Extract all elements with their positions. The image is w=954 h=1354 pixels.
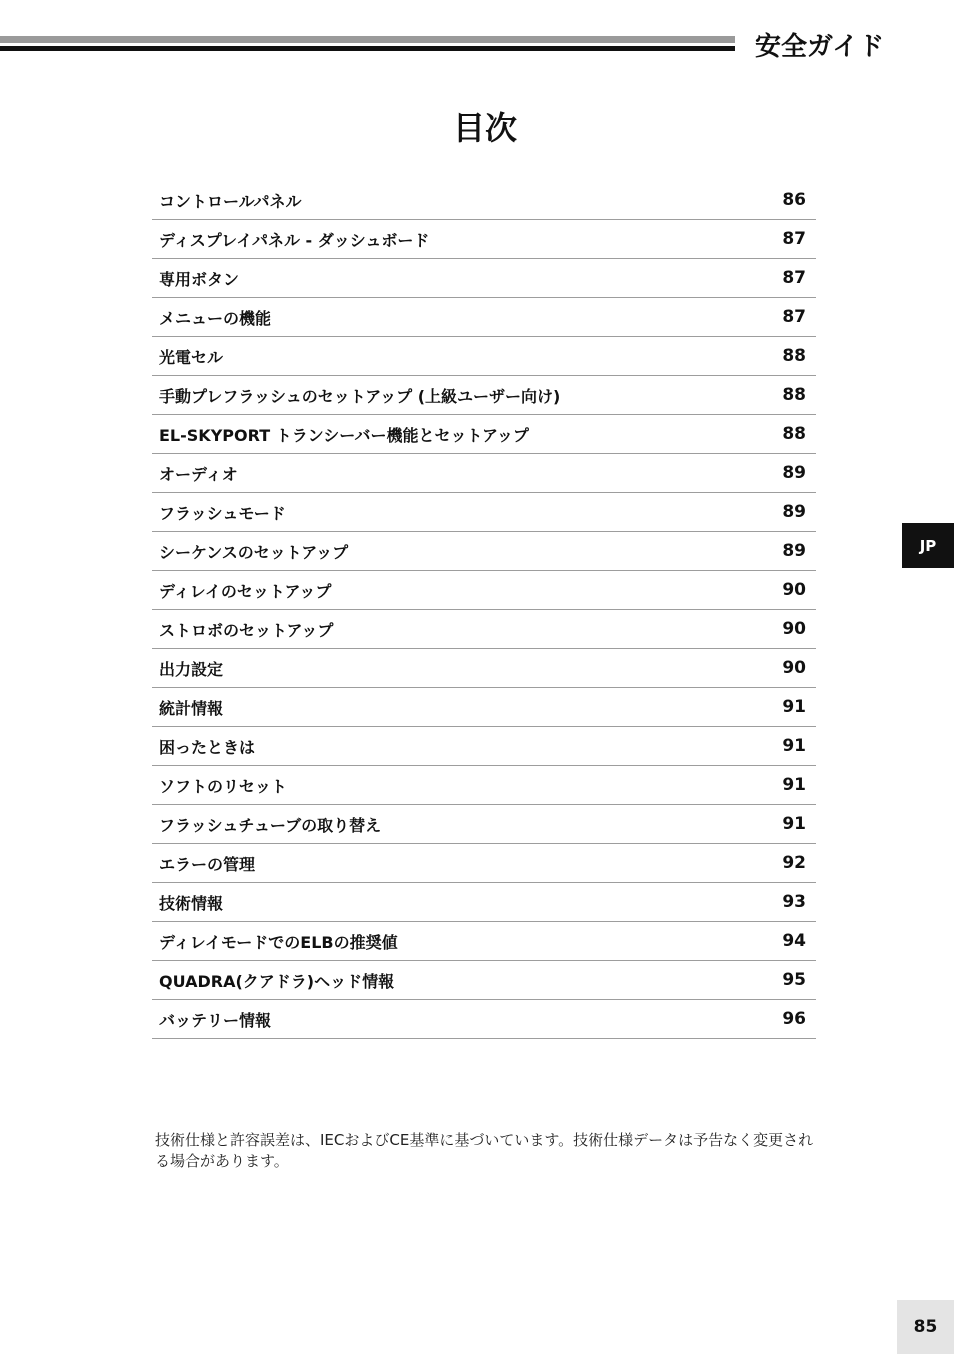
toc-entry-label: シーケンスのセットアップ [159, 542, 349, 562]
toc-entry[interactable] [152, 766, 816, 805]
toc-entry[interactable] [152, 688, 816, 727]
toc-entry-label: フラッシュモード [159, 503, 286, 523]
toc-entry-label: バッテリー情報 [159, 1010, 272, 1030]
toc-entry[interactable] [152, 610, 816, 649]
toc-entry-page: 90 [782, 658, 806, 678]
toc-entry-page: 90 [782, 580, 806, 600]
toc-entry-page: 88 [782, 346, 806, 366]
toc-entry-label: コントロールパネル [159, 191, 302, 211]
toc-entry[interactable] [152, 1000, 816, 1039]
toc-entry-page: 86 [782, 190, 806, 210]
toc-entry[interactable] [152, 844, 816, 883]
toc-entry-page: 91 [782, 775, 806, 795]
toc-entry-label: ソフトのリセット [159, 776, 287, 796]
toc-entry[interactable] [152, 493, 816, 532]
toc-entry[interactable] [152, 298, 816, 337]
toc-entry-page: 94 [782, 931, 806, 951]
toc-entry-label: 出力設定 [159, 659, 224, 679]
toc-entry[interactable] [152, 805, 816, 844]
toc-entry-label: EL-SKYPORT トランシーバー機能とセットアップ [159, 425, 529, 445]
toc-entry-page: 93 [782, 892, 806, 912]
toc-entry[interactable] [152, 220, 816, 259]
toc-entry-label: 技術情報 [159, 893, 224, 913]
toc-entry-label: ストロボのセットアップ [159, 620, 334, 640]
toc-entry-page: 90 [782, 619, 806, 639]
toc-entry-page: 91 [782, 697, 806, 717]
toc-entry-label: ディレイのセットアップ [159, 581, 332, 601]
toc-entry[interactable] [152, 454, 816, 493]
toc-entry-page: 91 [782, 736, 806, 756]
toc-entry[interactable] [152, 649, 816, 688]
toc-entry-page: 87 [782, 229, 806, 249]
toc-entry[interactable] [152, 922, 816, 961]
toc-entry-label: 困ったときは [159, 737, 256, 757]
toc-entry[interactable] [152, 532, 816, 571]
toc-entry[interactable] [152, 181, 816, 220]
toc-entry-label: エラーの管理 [159, 854, 256, 874]
toc-entry-label: 専用ボタン [159, 269, 240, 289]
toc-entry-label: ディレイモードでのELBの推奨値 [159, 932, 398, 952]
toc-entry[interactable] [152, 571, 816, 610]
toc-entry-page: 89 [782, 541, 806, 561]
table-of-contents [152, 181, 816, 1039]
toc-entry[interactable] [152, 337, 816, 376]
toc-entry[interactable] [152, 883, 816, 922]
toc-entry-page: 89 [782, 463, 806, 483]
toc-entry-page: 88 [782, 385, 806, 405]
toc-entry-label: フラッシュチューブの取り替え [159, 815, 382, 835]
toc-entry[interactable] [152, 415, 816, 454]
toc-entry[interactable] [152, 961, 816, 1000]
toc-entry-label: メニューの機能 [159, 308, 272, 328]
toc-entry-label: 統計情報 [159, 698, 224, 718]
toc-entry[interactable] [152, 727, 816, 766]
toc-entry[interactable] [152, 259, 816, 298]
toc-entry-page: 92 [782, 853, 806, 873]
toc-entry-page: 95 [782, 970, 806, 990]
toc-heading: 目次 [452, 109, 517, 147]
toc-entry-page: 88 [782, 424, 806, 444]
toc-entry-page: 87 [782, 307, 806, 327]
toc-entry-page: 87 [782, 268, 806, 288]
specification-note: 技術仕様と許容誤差は、IECおよびCE基準に基づいています。技術仕様データは予告なく変更される場合があります。 [155, 1131, 814, 1170]
toc-entry-page: 96 [782, 1009, 806, 1029]
toc-entry-label: 光電セル [159, 347, 224, 367]
toc-entry-label: ディスプレイパネル - ダッシュボード [159, 230, 430, 250]
toc-entry-label: 手動プレフラッシュのセットアップ (上級ユーザー向け) [159, 386, 561, 406]
toc-entry-page: 89 [782, 502, 806, 522]
toc-entry-page: 91 [782, 814, 806, 834]
toc-entry-label: QUADRA(クアドラ)ヘッド情報 [159, 971, 395, 991]
language-tab: JP [902, 523, 954, 568]
toc-entry-label: オーディオ [159, 464, 238, 484]
header-rule [0, 36, 735, 51]
page-number: 85 [897, 1300, 954, 1354]
section-title: 安全ガイド [755, 32, 885, 62]
toc-entry[interactable] [152, 376, 816, 415]
